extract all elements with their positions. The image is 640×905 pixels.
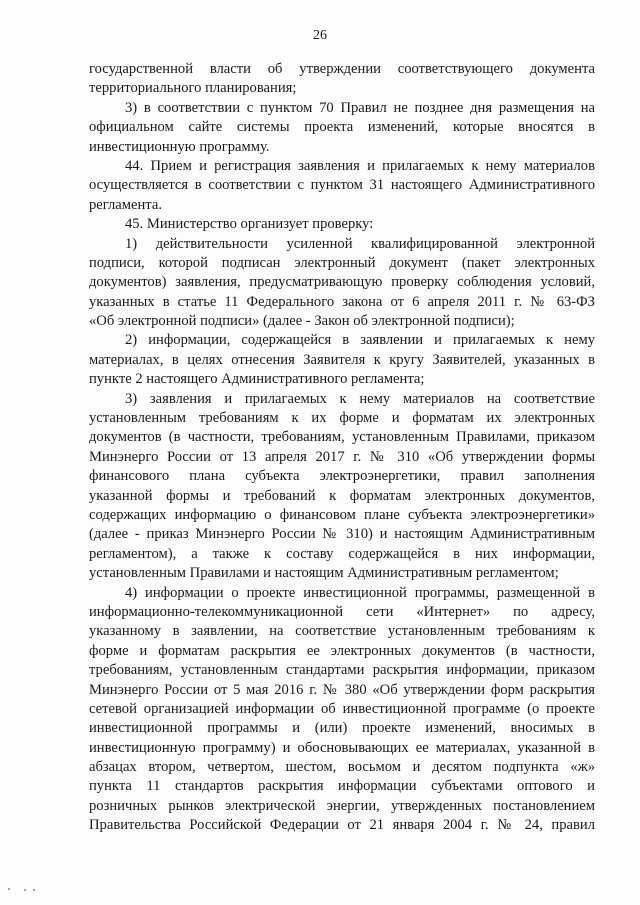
text-line: регламента. — [89, 196, 162, 213]
text-line: документов (в частности, требованиям, установленным Правилами, приказом — [89, 429, 595, 446]
page-number: 26 — [313, 28, 327, 43]
text-line: указанному в заявлении, на соответствие установленным требованиям к — [89, 623, 595, 640]
text-line: абзацах втором, четвертом, шестом, восьмом и десятом подпункта «ж» — [89, 759, 595, 776]
text-line: Минэнерго России от 13 апреля 2017 г. № 310 «Об утверждении формы — [89, 448, 595, 465]
text-line: форме и форматам раскрытия ее электронных документов (в частности, — [89, 642, 595, 659]
text-line: осуществляется в соответствии с пунктом 31 настоящего Административного — [89, 177, 595, 194]
text-line: содержащих информацию о финансовом плане субъекта электроэнергетики» — [89, 506, 595, 523]
text-line: официальном сайте системы проекта изменений, которые вносятся в — [89, 119, 595, 136]
text-line: указанной формы и требований к форматам электронных документов, — [89, 487, 595, 504]
text-line: установленным требованиям к их форме и форматам их электронных — [89, 410, 595, 427]
text-line: розничных рынков электрической энергии, утвержденных постановлением — [89, 797, 595, 814]
text-line: сетевой организацией информации об инвестиционной программе (о проекте — [89, 700, 595, 717]
text-line: регламентом), а также к составу содержащейся в них информации, — [89, 545, 595, 562]
text-line: Минэнерго России от 5 мая 2016 г. № 380 «Об утверждении форм раскрытия — [89, 681, 595, 698]
text-line: материалах, в целях отнесения Заявителя к кругу Заявителей, указанных в — [89, 351, 595, 368]
text-line: 3) заявления и прилагаемых к нему материалов на соответствие — [125, 390, 595, 407]
text-line: требованиям, установленным стандартами раскрытия информации, приказом — [89, 662, 595, 679]
text-line: «Об электронной подписи» (далее - Закон об электронной подписи); — [89, 313, 515, 330]
text-line: указанных в статье 11 Федерального закона от 6 апреля 2011 г. № 63-ФЗ — [89, 293, 595, 310]
text-line: подписи, которой подписан электронный документ (пакет электронных — [89, 254, 595, 271]
text-line: 1) действительности усиленной квалифицированной электронной — [125, 235, 595, 252]
text-line: документов) заявления, предусматривающую проверку соблюдения условий, — [89, 274, 595, 291]
document-body — [89, 60, 595, 836]
text-line: 45. Министерство организует проверку: — [125, 216, 374, 233]
text-line: государственной власти об утверждении соответствующего документа — [89, 61, 595, 77]
text-line: финансового плана субъекта электроэнергетики, правил заполнения — [89, 468, 595, 485]
scan-speck — [8, 888, 10, 890]
scan-speck — [33, 889, 35, 891]
text-line: Правительства Российской Федерации от 21 января 2004 г. № 24, правил — [89, 817, 595, 834]
text-line: 4) информации о проекте инвестиционной программы, размещенной в — [125, 584, 595, 601]
text-line: 3) в соответствии с пунктом 70 Правил не позднее дня размещения на — [125, 99, 595, 116]
text-line: инвестиционную программу) и обосновывающих ее материалах, указанной в — [89, 739, 595, 756]
text-line: 2) информации, содержащейся в заявлении и прилагаемых к нему — [125, 332, 595, 349]
text-line: информационно-телекоммуникационной сети «Интернет» по адресу, — [89, 603, 595, 620]
text-line: пункте 2 настоящего Административного регламента; — [89, 371, 425, 388]
scan-speck — [24, 889, 26, 891]
text-line: 44. Прием и регистрация заявления и прилагаемых к нему материалов — [125, 157, 595, 174]
text-line: пункта 11 стандартов раскрытия информации субъектами оптового и — [89, 778, 595, 795]
text-line: инвестиционную программу. — [89, 138, 270, 155]
text-line: инвестиционной программы и (или) проекте изменений, вносимых в — [89, 720, 595, 737]
text-line: территориального планирования; — [89, 80, 297, 97]
text-line: установленным Правилами и настоящим Административным регламентом; — [89, 565, 559, 582]
text-line: (далее - приказ Минэнерго России № 310) и настоящим Административным — [89, 526, 595, 543]
